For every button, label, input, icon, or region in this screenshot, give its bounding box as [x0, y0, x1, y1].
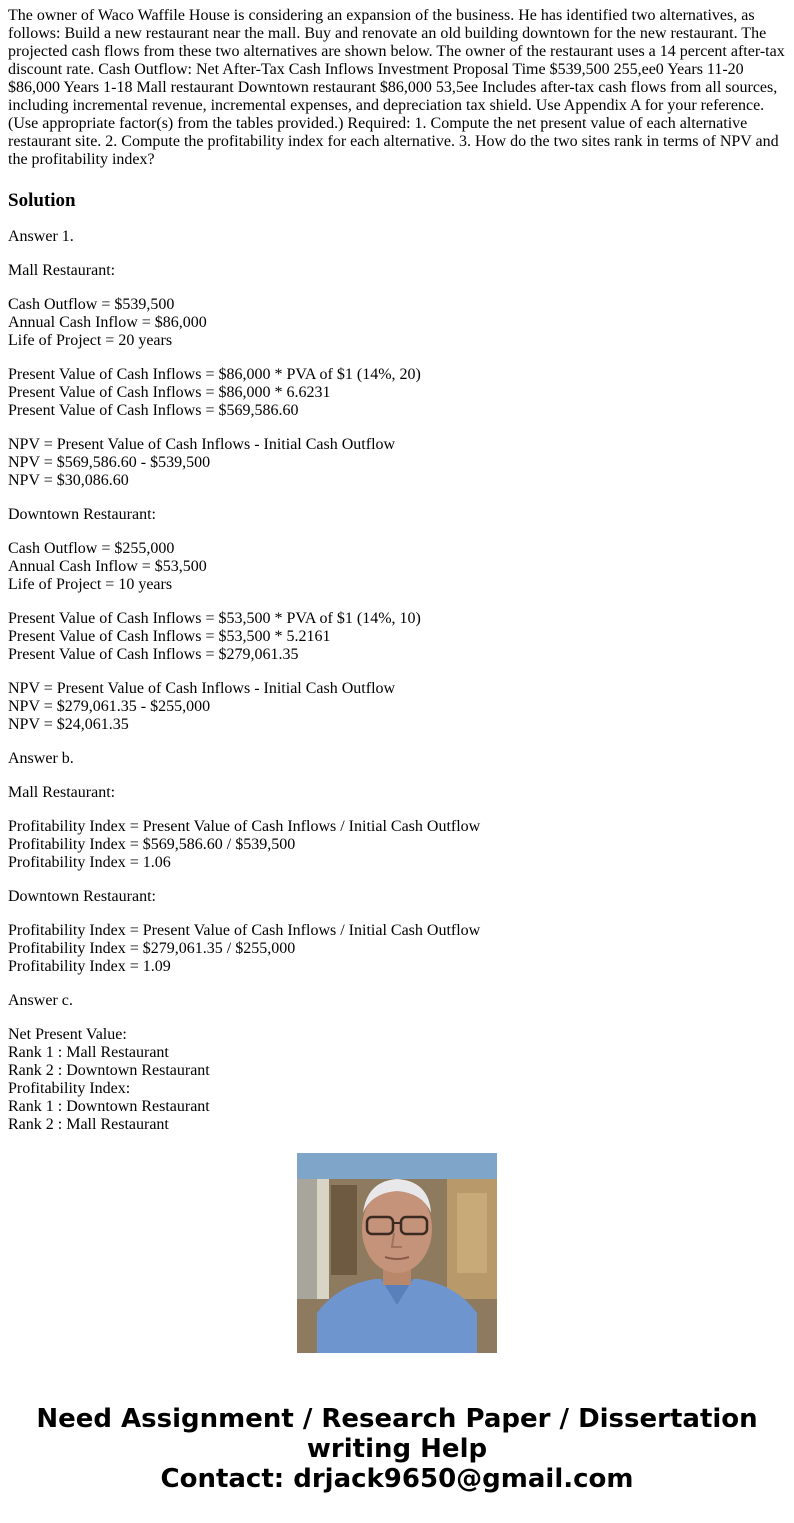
solution-line: Mall Restaurant: — [8, 784, 116, 801]
solution-line: NPV = $279,061.35 - $255,000 — [8, 698, 211, 715]
solution-line: Net Present Value: — [8, 1026, 127, 1043]
solution-line: Answer c. — [8, 992, 73, 1009]
solution-line: Cash Outflow = $539,500 — [8, 296, 175, 313]
solution-heading: Solution — [8, 190, 76, 211]
question-text: The owner of Waco Waffile House is considering an expansion of the business. He has identified two alternatives, as follows: Build a new restaurant near the mall. Buy and renovate an old building downtown for the new restaurant. The projected cash flows from these two alternatives are shown below. The owner of the restaurant uses a 14 percent after-tax discount rate. Cash Outflow: Net After-Tax Cash Inflows Investment Proposal Time $539,500 255,ee0 Years 11-20 $86,000 Years 1-18 Mall restaurant Downtown restaurant $86,000 53,5ee Includes after-tax cash flows from all sources, including incremental revenue, incremental expenses, and depreciation tax shield. Use Appendix A for your reference. (Use appropriate factor(s) from the tables provided.) Required: 1. Compute the net present value of each alternative restaurant site. 2. Compute the profitability index for each alternative. 3. How do the two sites rank in terms of NPV and the profitability index? — [8, 7, 785, 168]
author-avatar — [297, 1153, 497, 1353]
solution-line: Profitability Index = 1.09 — [8, 958, 171, 975]
solution-paragraph — [8, 818, 786, 872]
solution-line: Life of Project = 20 years — [8, 332, 173, 349]
solution-line: NPV = $30,086.60 — [8, 472, 129, 489]
solution-paragraph — [8, 506, 786, 524]
solution-line: Life of Project = 10 years — [8, 576, 173, 593]
solution-line: Rank 2 : Mall Restaurant — [8, 1116, 169, 1133]
solution-line: Annual Cash Inflow = $53,500 — [8, 558, 207, 575]
solution-line: Rank 2 : Downtown Restaurant — [8, 1062, 210, 1079]
solution-line: Present Value of Cash Inflows = $86,000 * PVA of $1 (14%, 20) — [8, 366, 421, 383]
solution-line: Profitability Index = Present Value of Cash Inflows / Initial Cash Outflow — [8, 818, 481, 835]
solution-paragraph — [8, 888, 786, 906]
solution-paragraph — [8, 680, 786, 734]
solution-paragraph — [8, 436, 786, 490]
solution-line: Answer 1. — [8, 228, 74, 245]
solution-paragraph — [8, 1026, 786, 1134]
solution-line: Downtown Restaurant: — [8, 888, 156, 905]
solution-line: Profitability Index = $569,586.60 / $539,500 — [8, 836, 296, 853]
solution-line: NPV = $24,061.35 — [8, 716, 129, 733]
solution-line: Answer b. — [8, 750, 74, 767]
solution-line: Profitability Index: — [8, 1080, 131, 1097]
solution-line: Annual Cash Inflow = $86,000 — [8, 314, 207, 331]
solution-line: Rank 1 : Downtown Restaurant — [8, 1098, 210, 1115]
solution-paragraph — [8, 784, 786, 802]
solution-line: NPV = $569,586.60 - $539,500 — [8, 454, 211, 471]
promo-line-2: writing Help — [306, 1434, 488, 1464]
solution-line: Mall Restaurant: — [8, 262, 116, 279]
solution-paragraph — [8, 922, 786, 976]
solution-paragraph — [8, 750, 786, 768]
promo-line-1: Need Assignment / Research Paper / Dissertation — [36, 1404, 758, 1434]
solution-line: NPV = Present Value of Cash Inflows - Initial Cash Outflow — [8, 436, 396, 453]
solution-line: Cash Outflow = $255,000 — [8, 540, 175, 557]
solution-line: Present Value of Cash Inflows = $279,061.35 — [8, 646, 299, 663]
solution-line: Present Value of Cash Inflows = $86,000 * 6.6231 — [8, 384, 331, 401]
solution-content — [8, 7, 786, 1133]
solution-line: Profitability Index = $279,061.35 / $255,000 — [8, 940, 296, 957]
solution-paragraph — [8, 540, 786, 594]
solution-paragraph — [8, 262, 786, 280]
solution-paragraph — [8, 610, 786, 664]
solution-line: Present Value of Cash Inflows = $53,500 * PVA of $1 (14%, 10) — [8, 610, 421, 627]
portrait-image — [297, 1153, 497, 1353]
solution-line: Rank 1 : Mall Restaurant — [8, 1044, 169, 1061]
solution-paragraph — [8, 992, 786, 1010]
solution-paragraph — [8, 366, 786, 420]
solution-line: Present Value of Cash Inflows = $569,586.60 — [8, 402, 299, 419]
solution-body — [8, 228, 786, 1134]
promo-contact: Contact: drjack9650@gmail.com — [160, 1464, 634, 1494]
solution-paragraph — [8, 296, 786, 350]
solution-line: Present Value of Cash Inflows = $53,500 * 5.2161 — [8, 628, 331, 645]
solution-line: NPV = Present Value of Cash Inflows - Initial Cash Outflow — [8, 680, 396, 697]
solution-line: Profitability Index = 1.06 — [8, 854, 171, 871]
solution-paragraph — [8, 228, 786, 246]
promo-banner — [0, 1404, 794, 1494]
solution-line: Downtown Restaurant: — [8, 506, 156, 523]
solution-line: Profitability Index = Present Value of Cash Inflows / Initial Cash Outflow — [8, 922, 481, 939]
